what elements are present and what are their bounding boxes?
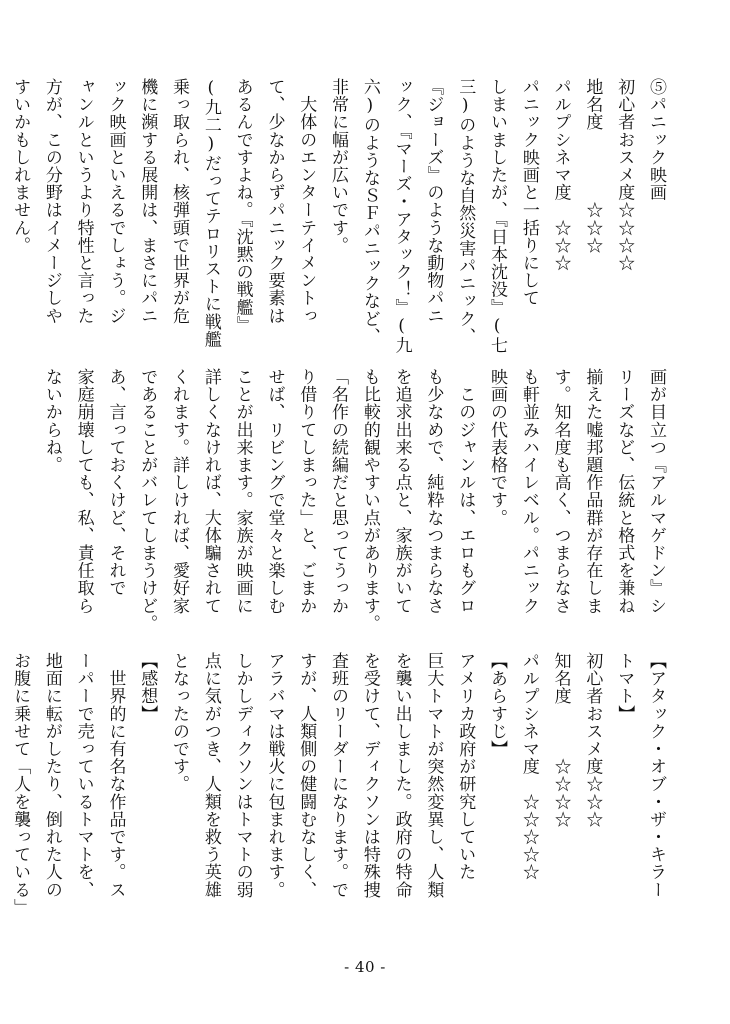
middle-line: あ、言っておくけど、それで [105,368,126,597]
lower-line: を受けて、ディクソンは特殊捜 [359,652,380,899]
lower-line: しかしディクソンはトマトの弱 [232,652,253,899]
upper-line: 機に瀕する展開は、まさにパニ [137,78,158,325]
middle-line: くれます。詳しければ、愛好家 [169,368,190,615]
upper-line: ック映画といえるでしょう。ジ [105,78,126,325]
lower-line: 世界的に有名な作品です。ス [105,652,126,899]
lower-line: ーパーで売っているトマトを、 [73,652,94,899]
lower-line: 【アタック・オブ・ザ・キラー [646,652,666,899]
upper-line: (九二)だってテロリストに戦艦 [200,78,221,348]
lower-line: 初心者おスメ度☆☆☆ [582,652,603,828]
upper-line: 方が、この分野はイメージしや [41,78,62,325]
upper-line: 非常に幅が広いです。 [328,78,349,254]
middle-line: も軒並みハイレベル。パニック [518,368,539,615]
lower-line: 【感想】 [137,652,158,723]
middle-line: 画が目立つ『アルマゲドン』シ [646,368,666,615]
lower-line: 巨大トマトが突然変異し、人類 [423,652,444,899]
middle-line: であることがバレてしまうけど。 [137,368,158,632]
middle-line: リーズなど、伝統と格式を兼ね [614,368,635,615]
middle-line: も少なめで、純粋なつまらなさ [423,368,444,615]
upper-line: ャンルというより特性と言った [73,78,94,325]
upper-line: 地名度 ☆☆☆ [582,78,603,254]
upper-line: て、少なからずパニック要素は [264,78,285,325]
upper-line: あるんですよね。『沈黙の戦艦』 [232,78,253,334]
upper-line: 初心者おスメ度☆☆☆☆ [614,78,635,272]
upper-line: 三)のような自然災害パニック、 [455,78,476,345]
lower-line [0,652,3,922]
lower-line: アメリカ政府が研究していた [455,652,476,881]
upper-line: パニック映画と一括りにして [518,78,539,307]
middle-line: ないからね。 [41,368,62,474]
lower-line: を襲い出しました。政府の特命 [391,652,412,899]
upper-line: すいかもしれません。 [10,78,31,254]
middle-line: 家庭崩壊しても、私、責任取ら [73,368,94,615]
middle-line: も比較的観やすい点があります。 [359,368,380,632]
upper-line: パルプシネマ度 ☆☆☆ [550,78,571,272]
middle-line: せば、リビングで堂々と楽しむ [264,368,285,615]
middle-line: 映画の代表格です。 [487,368,508,527]
middle-line: す。知名度も高く、つまらなさ [550,368,571,615]
middle-line: り借りてしまった」と、ごまか [296,368,317,615]
lower-line: 点に気がつき、人類を救う英雄 [200,652,221,899]
middle-line: ことが出来ます。家族が映画に [232,368,253,615]
middle-line: このジャンルは、エロもグロ [455,368,476,615]
lower-line: 査班のリーダーになります。で [328,652,349,899]
lower-line: 知名度 ☆☆☆☆ [550,652,571,828]
lower-line: トマト】 [614,652,635,723]
middle-line: 詳しくなければ、大体騙されて [200,368,221,615]
middle-line: 「名作の続編だと思ってうっか [328,368,349,615]
upper-line: しまいましたが、『日本沈没』(七 [487,78,508,355]
middle-line: 揃えた嘘邦題作品群が存在しま [582,368,603,615]
middle-line: を追求出来る点と、家族がいて [391,368,412,615]
upper-text-block [10,78,671,355]
upper-line: 『ジョーズ』のような動物パニ [423,78,444,325]
lower-line: アラバマは戦火に包まれます。 [264,652,285,899]
upper-line: ック、『マーズ・アタック！』(九 [391,78,412,355]
lower-line: 【あらすじ】 [487,652,508,758]
lower-line: お腹に乗せて「人を襲っている」 [10,652,31,916]
lower-line: パルプシネマ度 ☆☆☆☆☆ [518,652,539,881]
lower-line: 地面に転がしたり、倒れた人の [41,652,62,899]
upper-line: ⑤パニック映画 [646,78,666,202]
lower-line: すが、人類側の健闘むなしく、 [296,652,317,899]
lower-text-block [10,652,671,922]
upper-line: 大体のエンターテイメントっ [296,78,317,325]
upper-line [0,78,3,348]
middle-text-block [41,368,671,638]
page-number: - 40 - [344,958,386,976]
upper-line: 六)のようなＳＦパニックなど、 [359,78,380,345]
lower-line: となったのです。 [169,652,190,793]
upper-line: 乗っ取られ、核弾頭で世界が危 [169,78,190,325]
